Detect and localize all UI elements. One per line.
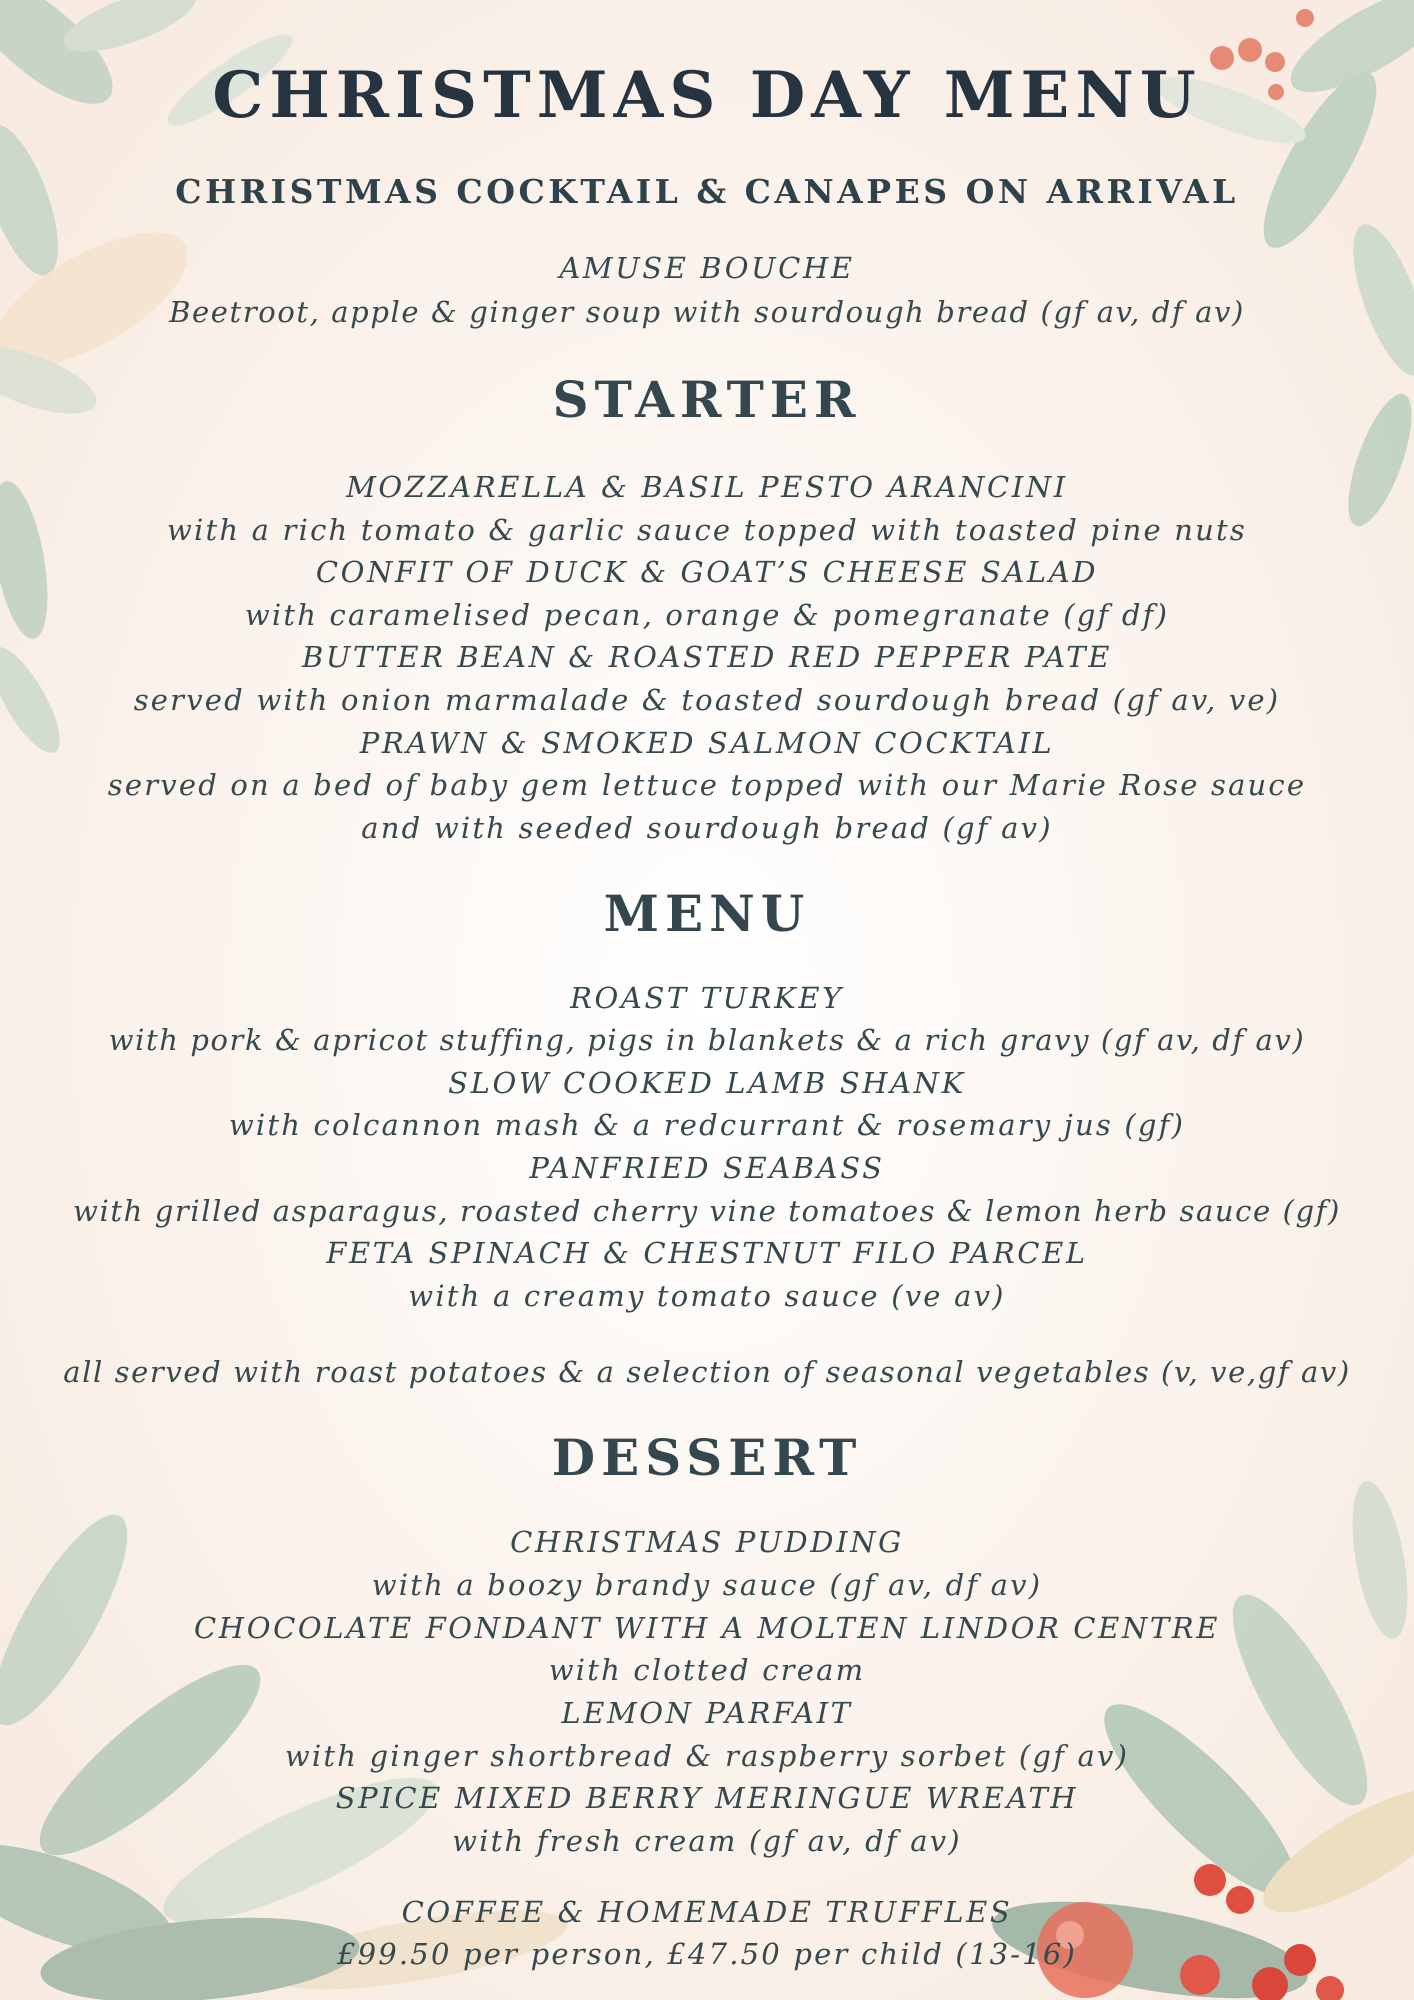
price-line: £99.50 per person, £47.50 per child (13-16) <box>336 1937 1078 1971</box>
main-item-desc: with pork & apricot stuffing, pigs in blankets & a rich gravy (gf av, df av) <box>108 1023 1306 1057</box>
dessert-heading: DESSERT <box>551 1428 863 1487</box>
dessert-item-desc: with a boozy brandy sauce (gf av, df av) <box>371 1568 1043 1602</box>
dessert-item-desc: with clotted cream <box>548 1653 866 1687</box>
arrival-subtitle: CHRISTMAS COCKTAIL & CANAPES ON ARRIVAL <box>175 172 1239 211</box>
dessert-item-name: CHRISTMAS PUDDING <box>510 1525 904 1559</box>
starter-item-name: MOZZARELLA & BASIL PESTO ARANCINI <box>346 470 1068 504</box>
starter-item-desc: with a rich tomato & garlic sauce topped with toasted pine nuts <box>167 513 1247 547</box>
dessert-item-desc: with fresh cream (gf av, df av) <box>452 1824 962 1858</box>
starter-item-name: PRAWN & SMOKED SALMON COCKTAIL <box>359 726 1055 760</box>
main-item-name: ROAST TURKEY <box>570 981 844 1015</box>
starter-heading: STARTER <box>552 370 862 429</box>
menu-heading: MENU <box>603 884 811 943</box>
page-title: CHRISTMAS DAY MENU <box>212 58 1202 133</box>
starter-item-desc: served with onion marmalade & toasted sourdough bread (gf av, ve) <box>133 683 1281 717</box>
main-item-name: PANFRIED SEABASS <box>529 1151 885 1185</box>
dessert-item-name: CHOCOLATE FONDANT WITH A MOLTEN LINDOR CENTRE <box>194 1611 1220 1645</box>
starter-item-desc: served on a bed of baby gem lettuce topped with our Marie Rose sauce <box>107 768 1307 802</box>
main-item-name: FETA SPINACH & CHESTNUT FILO PARCEL <box>326 1236 1088 1270</box>
menu-sides-note: all served with roast potatoes & a selection of seasonal vegetables (v, ve,gf av) <box>63 1355 1351 1389</box>
amuse-bouche-name: AMUSE BOUCHE <box>559 251 855 285</box>
main-item-desc: with colcannon mash & a redcurrant & rosemary jus (gf) <box>228 1108 1186 1142</box>
dessert-item-desc: with ginger shortbread & raspberry sorbet (gf av) <box>284 1739 1130 1773</box>
starter-item-name: BUTTER BEAN & ROASTED RED PEPPER PATE <box>302 640 1112 674</box>
main-item-name: SLOW COOKED LAMB SHANK <box>448 1066 966 1100</box>
starter-item-desc: with caramelised pecan, orange & pomegranate (gf df) <box>244 598 1170 632</box>
starter-item-desc: and with seeded sourdough bread (gf av) <box>361 811 1053 845</box>
coffee-truffles: COFFEE & HOMEMADE TRUFFLES <box>401 1895 1013 1929</box>
main-item-desc: with grilled asparagus, roasted cherry vine tomatoes & lemon herb sauce (gf) <box>73 1194 1341 1228</box>
starter-item-name: CONFIT OF DUCK & GOAT’S CHEESE SALAD <box>315 555 1099 589</box>
dessert-item-name: LEMON PARFAIT <box>561 1696 853 1730</box>
main-item-desc: with a creamy tomato sauce (ve av) <box>408 1279 1006 1313</box>
amuse-bouche-desc: Beetroot, apple & ginger soup with sourdough bread (gf av, df av) <box>169 295 1245 329</box>
dessert-item-name: SPICE MIXED BERRY MERINGUE WREATH <box>335 1781 1079 1815</box>
